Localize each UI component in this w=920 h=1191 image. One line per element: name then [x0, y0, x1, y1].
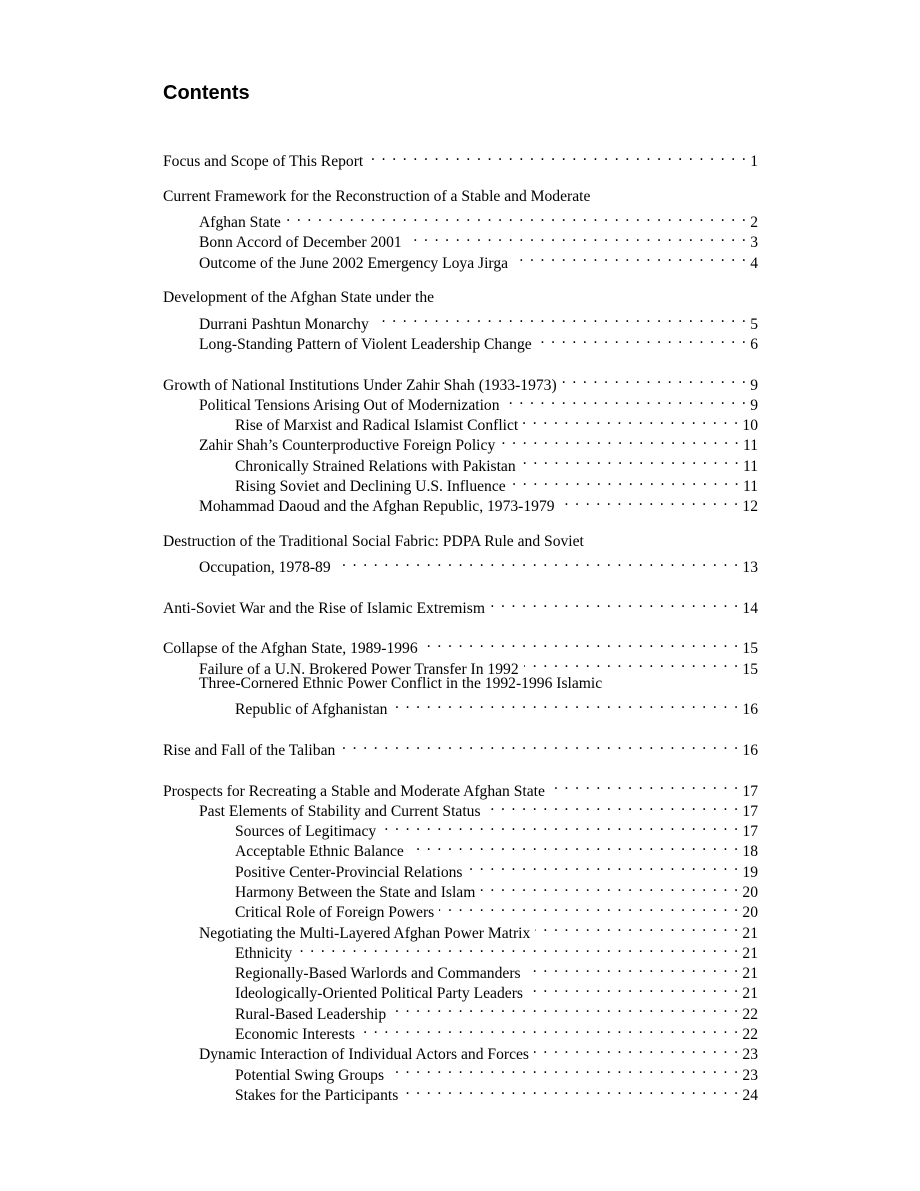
toc-entry-page-number: 23: [742, 1046, 758, 1064]
toc-entry-title: Ethnicity: [235, 944, 293, 962]
dot-leader: [523, 410, 739, 430]
toc-entry: [163, 633, 758, 658]
toc-entry-title: Ideologically-Oriented Political Party Leaders: [235, 985, 523, 1003]
dot-leader: [403, 1080, 739, 1100]
toc-entry-page-number: 24: [742, 1086, 758, 1104]
toc-entry-page-number: 1: [750, 153, 758, 171]
toc-entry-title: Collapse of the Afghan State, 1989-1996: [163, 640, 418, 658]
toc-entry-title: Growth of National Institutions Under Zahir Shah (1933-1973): [163, 376, 557, 394]
dot-leader: [550, 775, 739, 795]
dot-leader: [526, 958, 740, 978]
toc-entry-page-number: 19: [742, 863, 758, 881]
dot-leader: [423, 633, 740, 653]
toc-entry-title: Dynamic Interaction of Individual Actors and Forces: [199, 1046, 529, 1064]
toc-entry-page-number: 21: [742, 924, 758, 942]
dot-leader: [360, 1019, 739, 1039]
toc-entry-title: Prospects for Recreating a Stable and Moderate Afghan State: [163, 782, 545, 800]
dot-leader: [528, 978, 739, 998]
toc-entry: [163, 775, 758, 800]
toc-entry-page-number: 11: [742, 457, 758, 475]
toc-entry-title: Afghan State: [199, 214, 281, 232]
toc-entry-title: Durrani Pashtun Monarchy: [199, 315, 369, 333]
toc-entry-page-number: 15: [742, 660, 758, 678]
toc-entry: [163, 532, 758, 552]
toc-entry-page-number: 21: [742, 965, 758, 983]
dot-leader: [409, 836, 740, 856]
toc-entry-title: Stakes for the Participants: [235, 1086, 399, 1104]
dot-leader: [381, 816, 739, 836]
dot-leader: [297, 938, 739, 958]
toc-entry-title: Harmony Between the State and Islam: [235, 883, 476, 901]
toc-entry: [163, 207, 758, 232]
dot-leader: [407, 227, 748, 247]
toc-entry-page-number: 21: [742, 985, 758, 1003]
toc-entry-title: Development of the Afghan State under the: [163, 289, 435, 307]
toc-entry-page-number: 23: [742, 1066, 758, 1084]
dot-leader: [490, 593, 739, 613]
dot-leader: [374, 308, 747, 328]
dot-leader: [513, 247, 747, 267]
toc-entry-title: Political Tensions Arising Out of Modernization: [199, 396, 500, 414]
dot-leader: [562, 369, 748, 389]
toc-entry-title: Sources of Legitimacy: [235, 823, 377, 841]
toc-entry-page-number: 13: [742, 559, 758, 577]
toc-entry: [163, 288, 758, 308]
dot-leader: [468, 856, 740, 876]
dot-leader: [286, 207, 747, 227]
toc-entry: [163, 694, 758, 719]
toc-entry-page-number: 11: [742, 478, 758, 496]
dot-leader: [505, 390, 748, 410]
toc-entry-page-number: 21: [742, 944, 758, 962]
dot-leader: [368, 146, 747, 166]
toc-entry-page-number: 20: [742, 883, 758, 901]
dot-leader: [340, 735, 739, 755]
toc-entry-page-number: 15: [742, 640, 758, 658]
dot-leader: [511, 471, 740, 491]
dot-leader: [500, 430, 740, 450]
toc-entry-title: Negotiating the Multi-Layered Afghan Power Matrix: [199, 924, 531, 942]
toc-entry-title: Anti-Soviet War and the Rise of Islamic Extremism: [163, 599, 485, 617]
toc-entry: [163, 552, 758, 577]
toc-entry-title: Economic Interests: [235, 1026, 355, 1044]
toc-entry-page-number: 22: [742, 1005, 758, 1023]
toc-entry-title: Bonn Accord of December 2001: [199, 234, 402, 252]
dot-leader: [480, 877, 739, 897]
toc-entry-title: Rising Soviet and Declining U.S. Influence: [235, 478, 506, 496]
toc-entry-title: Positive Center-Provincial Relations: [235, 863, 463, 881]
toc-entry: [163, 593, 758, 617]
toc-entry-page-number: 16: [742, 701, 758, 719]
dot-leader: [560, 491, 740, 511]
contents-heading: Contents: [163, 82, 250, 104]
dot-leader: [535, 917, 739, 937]
toc-entry-title: Three-Cornered Ethnic Power Conflict in the 1992-1996 Islamic: [199, 674, 603, 692]
toc-entry: [163, 735, 758, 759]
toc-entry-page-number: 9: [750, 396, 758, 414]
toc-entry-title: Republic of Afghanistan: [235, 701, 388, 719]
toc-entry-title: Focus and Scope of This Report: [163, 153, 364, 171]
dot-leader: [439, 897, 739, 917]
toc-entry: [163, 674, 758, 694]
toc-entry-page-number: 14: [742, 599, 758, 617]
toc-entry-page-number: 12: [742, 498, 758, 516]
dot-leader: [537, 329, 748, 349]
dot-leader: [389, 1059, 739, 1079]
dot-leader: [524, 653, 740, 673]
dot-leader: [521, 450, 740, 470]
toc-entry-page-number: 17: [742, 802, 758, 820]
toc-entry-page-number: 18: [742, 843, 758, 861]
toc-entry: [163, 308, 758, 333]
toc-entry-page-number: 10: [742, 417, 758, 435]
dot-leader: [392, 694, 739, 714]
toc-entry: [163, 146, 758, 171]
toc-entry-page-number: 16: [742, 741, 758, 759]
toc-entry-title: Potential Swing Groups: [235, 1066, 385, 1084]
toc-entry-title: Long-Standing Pattern of Violent Leadership Change: [199, 335, 532, 353]
toc-entry-title: Critical Role of Foreign Powers: [235, 904, 435, 922]
dot-leader: [534, 1039, 739, 1059]
toc-entry-title: Rural-Based Leadership: [235, 1005, 387, 1023]
toc-entry-title: Chronically Strained Relations with Pakistan: [235, 457, 516, 475]
toc-entry-title: Mohammad Daoud and the Afghan Republic, 1973-1979: [199, 498, 555, 516]
toc-entry-page-number: 20: [742, 904, 758, 922]
toc-entry: [163, 369, 758, 394]
toc-entry-page-number: 17: [742, 782, 758, 800]
toc-entry-title: Rise and Fall of the Taliban: [163, 741, 336, 759]
toc-entry-title: Failure of a U.N. Brokered Power Transfer In 1992: [199, 660, 519, 678]
toc-entry-page-number: 6: [750, 335, 758, 353]
toc-entry-title: Outcome of the June 2002 Emergency Loya Jirga: [199, 254, 509, 272]
toc-entry-page-number: 22: [742, 1026, 758, 1044]
toc-entry-page-number: 17: [742, 823, 758, 841]
toc-entry-title: Zahir Shah’s Counterproductive Foreign Policy: [199, 437, 496, 455]
toc-entry-title: Past Elements of Stability and Current Status: [199, 802, 481, 820]
toc-entry-title: Rise of Marxist and Radical Islamist Conflict: [235, 417, 519, 435]
toc-entry-page-number: 3: [750, 234, 758, 252]
toc-entry-title: Regionally-Based Warlords and Commanders: [235, 965, 521, 983]
toc-entry-page-number: 2: [750, 214, 758, 232]
toc-entry-page-number: 11: [742, 437, 758, 455]
dot-leader: [486, 796, 740, 816]
toc-entry-page-number: 4: [750, 254, 758, 272]
toc-entry-page-number: 9: [750, 376, 758, 394]
toc-entry-title: Occupation, 1978-89: [199, 559, 331, 577]
toc-entry: [163, 187, 758, 207]
dot-leader: [391, 998, 739, 1018]
toc-entry-title: Acceptable Ethnic Balance: [235, 843, 404, 861]
toc-entry-page-number: 5: [750, 315, 758, 333]
toc-entry-title: Current Framework for the Reconstruction of a Stable and Moderate: [163, 187, 591, 205]
table-of-contents: [163, 146, 758, 1104]
dot-leader: [336, 552, 740, 572]
toc-entry-title: Destruction of the Traditional Social Fabric: PDPA Rule and Soviet: [163, 532, 584, 550]
